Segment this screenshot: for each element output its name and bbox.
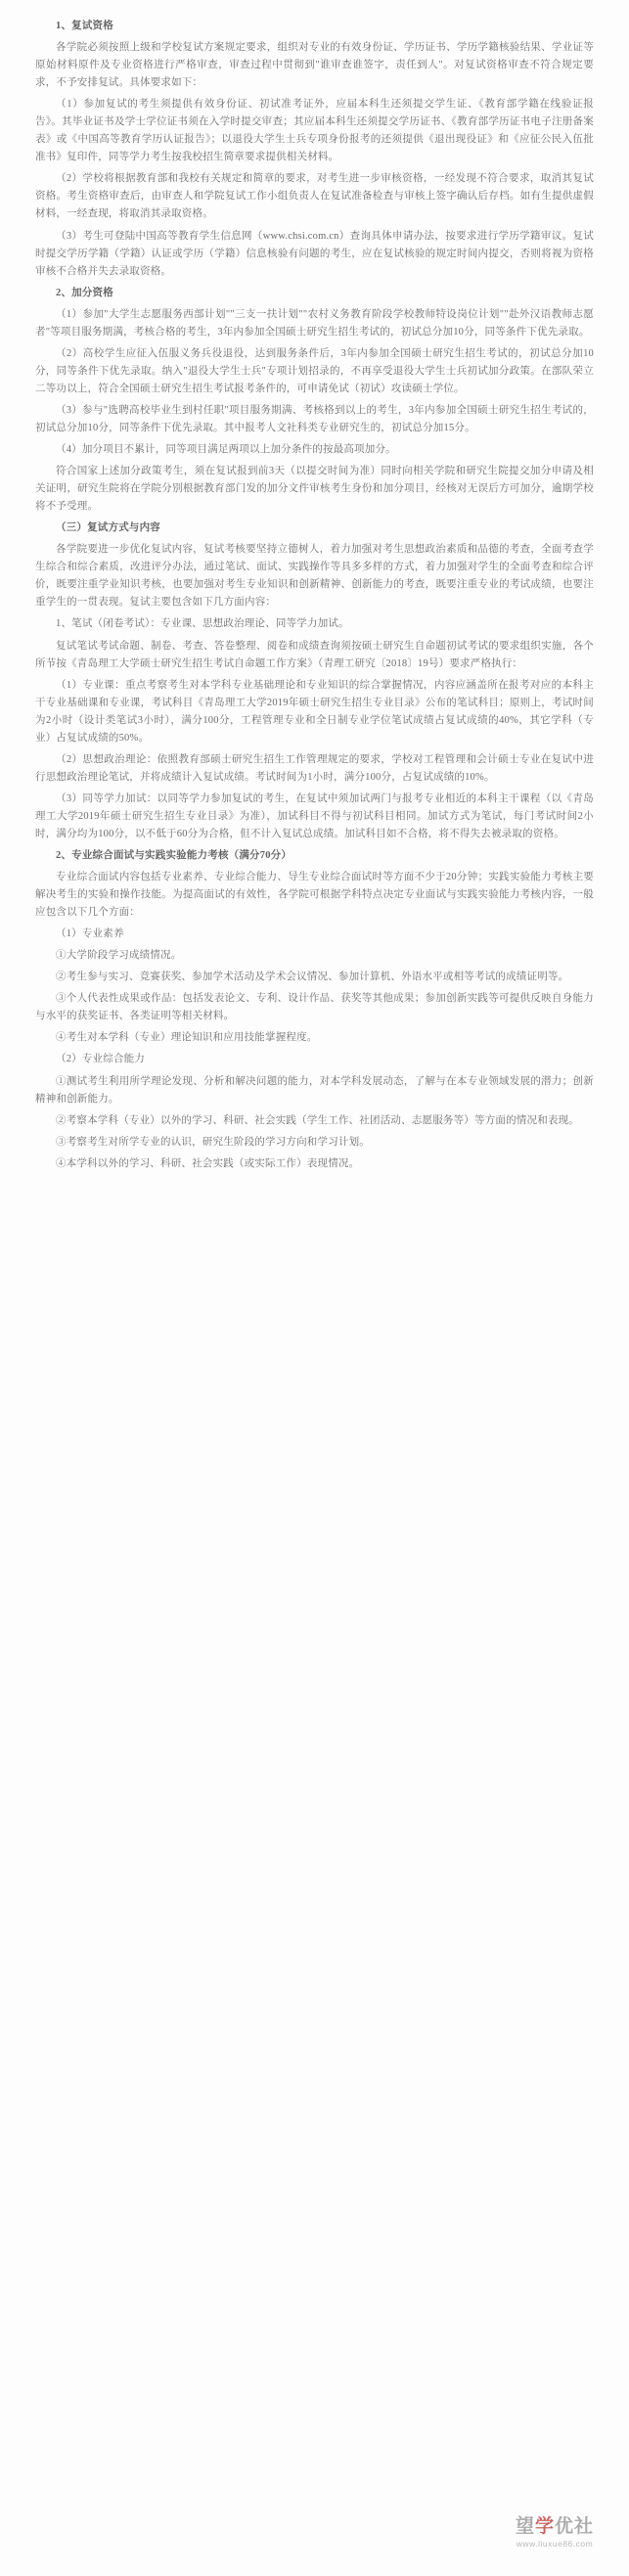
section-heading: （三）复试方式与内容 — [56, 522, 160, 534]
watermark — [502, 2517, 607, 2549]
paragraph: ②考察本学科（专业）以外的学习、科研、社会实践（学生工作、社团活动、志愿服务等）等方面的情况和表现。 — [56, 1114, 579, 1126]
section-heading: 2、加分资格 — [56, 287, 113, 298]
paragraph: 各学院必须按照上级和学校复试方案规定要求，组织对专业的有效身份证、学历证书、学历学籍核验结果、学业证等原始材料原件及专业资格进行严格审查，审查过程中贯彻到"谁审查谁签字，责任到人"。对复试资格审查不符合规定要求，不予安排复试。具体要求如下： — [35, 42, 594, 89]
paragraph: ①测试考生利用所学理论发现、分析和解决问题的能力，对本学科发展动态，了解与在本专业领域发展的潜力；创新精神和创新能力。 — [35, 1075, 594, 1105]
paragraph: ④本学科以外的学习、科研、社会实践（或实际工作）表现情况。 — [56, 1157, 360, 1169]
watermark-suffix: 优社 — [555, 2516, 595, 2538]
document-body — [0, 0, 629, 1236]
section-heading: 1、复试资格 — [56, 21, 113, 31]
paragraph: ④考生对本学科（专业）理论知识和应用技能掌握程度。 — [56, 1032, 318, 1044]
paragraph: （1）专业课：重点考察考生对本学科专业基础理论和专业知识的综合掌握情况，内容应涵盖所在报考对应的本科主干专业基础课和专业课，考试科目《青岛理工大学2019年硕士研究生招生专业目录》公布的笔试科目；原则上，考试时间为2小时（设计类笔试3小时），满分100分，工程管理专业和全日制专业学位笔试成绩占复试成绩的40%，其它学科（专业）占复试成绩的50%。 — [35, 679, 594, 744]
paragraph: 复试笔试考试命题、制卷、考查、答卷整理、阅卷和成绩查询须按硕士研究生自命题初试考试的要求组织实施，各个所节按《青岛理工大学硕士研究生招生考试自命题工作方案》（青理工研究〔2018〕19号）要求严格执行： — [35, 640, 594, 669]
paragraph: ②考生参与实习、竞赛获奖、参加学术活动及学术会议情况、参加计算机、外语水平或相等考试的成绩证明等。 — [56, 972, 569, 983]
paragraph: ③个人代表性成果或作品：包括发表论文、专利、设计作品、获奖等其他成果；参加创新实践等可提供反映自身能力与水平的获奖证书、各类证明等相关材料。 — [35, 993, 594, 1022]
paragraph: （1）参加复试的考生须提供有效身份证、初试准考证外，应届本科生还须提交学生证、《教育部学籍在线验证报告》。其毕业证书及学士学位证书须在入学时提交审查；其应届本科生还须提交学历证书、《教育部学历证书电子注册备案表》或《中国高等教育学历认证报告》；以退役大学生士兵专项身份报考的还须提供《退出现役证》和《应征公民入伍批准书》复印件，同等学力考生按我校招生简章要求提供相关材料。 — [35, 99, 594, 163]
paragraph: （1）参加"大学生志愿服务西部计划""三支一扶计划""农村义务教育阶段学校教师特设岗位计划""赴外汉语教师志愿者"等项目服务期满，考核合格的考生，3年内参加全国硕士研究生招生考试的，初试总分加10分，同等条件下优先录取。 — [35, 308, 594, 338]
paragraph: 1、笔试（闭卷考试）：专业课、思想政治理论、同等学力加试。 — [56, 618, 349, 630]
watermark-logo-text — [502, 2517, 607, 2538]
paragraph: （2）思想政治理论：依照教育部硕士研究生招生工作管理规定的要求，学校对工程管理和会计硕士专业在复试中进行思想政治理论笔试，并将成绩计入复试成绩。考试时间为1小时，满分100分，占复试成绩的10%。 — [35, 753, 594, 783]
watermark-url: www.liuxue86.com — [516, 2539, 594, 2549]
paragraph: ①大学阶段学习成绩情况。 — [56, 950, 182, 962]
paragraph: 符合国家上述加分政策考生，须在复试报到前3天（以提交时间为准）同时向相关学院和研究生院提交加分申请及相关证明，研究生院将在学院分别根据教育部门发的加分文件审核考生身份和加分项目，经核对无误后方可加分，逾期学校将不予受理。 — [35, 466, 594, 513]
paragraph: （4）加分项目不累计，同等项目满足两项以上加分条件的按最高项加分。 — [56, 444, 396, 456]
paragraph: 各学院要进一步优化复试内容，复试考核要坚持立德树人，着力加强对考生思想政治素质和品德的考查，全面考查学生综合和综合素质，改进评分办法，通过笔试、面试、实践操作等具多多样的方式，着力加强对学生的全面考查和综合评价，既要注重学业知识考核，也要加强对考生专业知识和创新精神、创新能力的考查，既要注重专业的考试成绩，也要注重学生的一贯表现。复试主要包含如下几方面内容： — [35, 544, 594, 609]
paragraph: （1）专业素养 — [56, 928, 124, 940]
watermark-highlight: 学 — [534, 2516, 555, 2538]
paragraph: （3）考生可登陆中国高等教育学生信息网（www.chsi.com.cn）查询具体申请办法，按要求进行学历学籍审议。复试时提交学历学籍（学籍）认证或学历（学籍）信息核验有问题的考生，应在复试核验的规定时间内提交，否则将视为资格审核不合格并失去录取资格。 — [35, 230, 594, 277]
paragraph: ③考察考生对所学专业的认识，研究生阶段的学习方向和学习计划。 — [56, 1136, 370, 1148]
paragraph: （2）学校将根据教育部和我校有关规定和简章的要求，对考生进一步审核资格，一经发现不符合要求，取消其复试资格。考生资格审查后，由审查人和学院复试工作小组负责人在复试准备检查与审核上签字确认后存档。如有生提供虚假材料，一经查现，将取消其录取资格。 — [35, 173, 594, 220]
paragraph: （2）专业综合能力 — [56, 1054, 146, 1065]
paragraph: （3）同等学力加试：以同等学力参加复试的考生，在复试中须加试两门与报考专业相近的本科主干课程（以《青岛理工大学2019年硕士研究生招生专业目录》为准），加试科目不得与初试科目相同。加试方式为笔试，每门考试时间2小时，满分均为100分，以不低于60分为合格，但不计入复试总成绩。加试科目如不合格，将不得失去被录取的资格。 — [35, 792, 594, 839]
watermark-prefix: 望 — [515, 2516, 535, 2538]
section-heading: 2、专业综合面试与实践实验能力考核（满分70分） — [56, 850, 292, 862]
paragraph: （2）高校学生应征入伍服义务兵役退役，达到服务条件后，3年内参加全国硕士研究生招生考试的，初试总分加10分，同等条件下优先录取。纳入"退役大学生士兵"专项计划招录的，不再享受退役大学生士兵初试加分政策。在部队荣立二等功以上，符合全国硕士研究生招生考试报考条件的，可申请免试（初试）攻读硕士学位。 — [35, 347, 594, 394]
paragraph: （3）参与"选聘高校毕业生到村任职"项目服务期满、考核格到以上的考生，3年内参加全国硕士研究生招生考试的，初试总分加10分，同等条件下优先录取。其中报考人文社科类专业研究生的，初试总分加15分。 — [35, 404, 594, 433]
paragraph: 专业综合面试内容包括专业素养、专业综合能力、导生专业综合面试时等方面不少于20分钟；实践实验能力考核主要解决考生的实验和操作技能。为提高面试的有效性，各学院可根据学科特点决定专业面试与实践实验能力考核内容，一般应包含以下几个方面： — [35, 872, 594, 919]
